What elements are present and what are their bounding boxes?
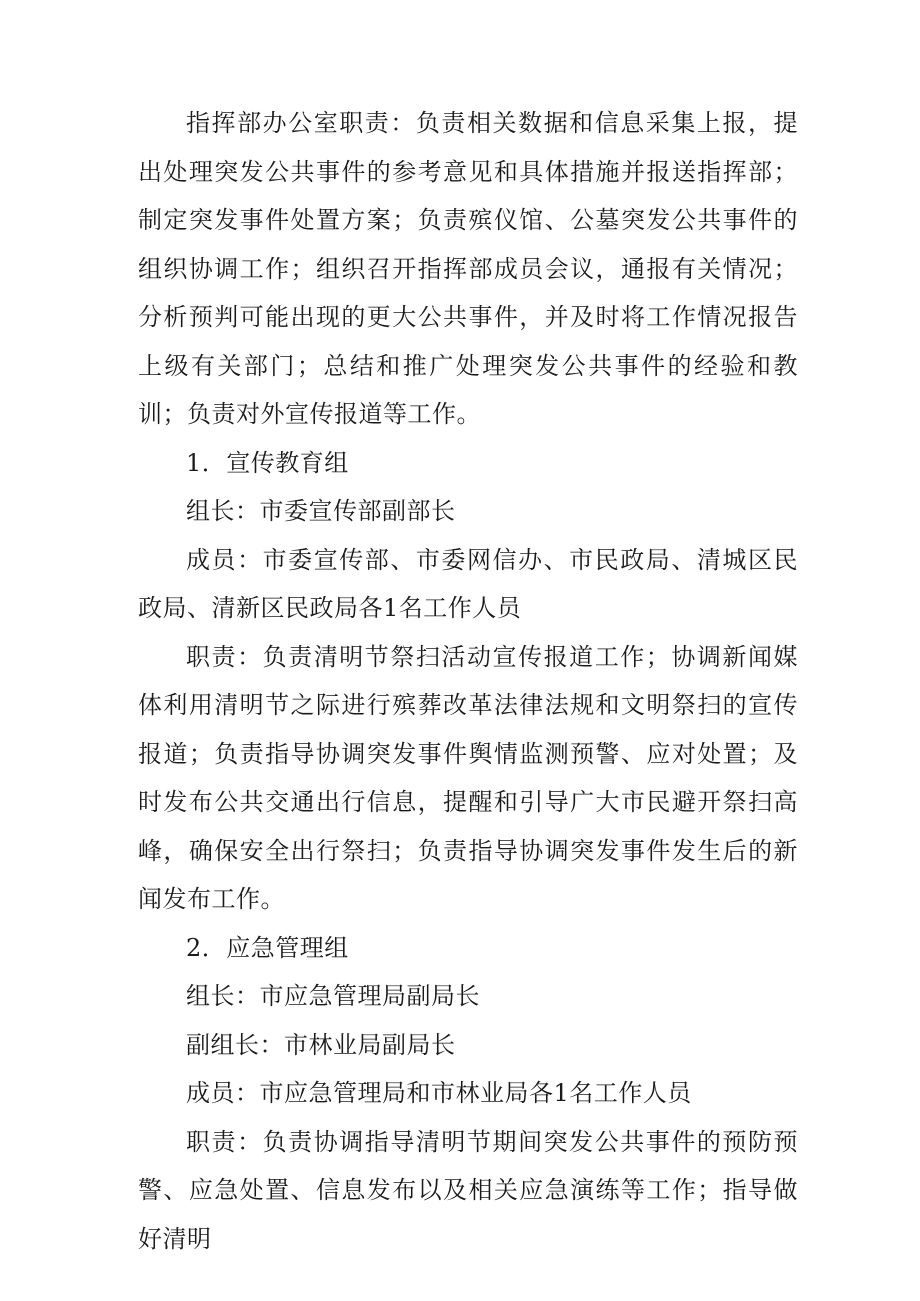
paragraph-emergency-leader: 组长：市应急管理局副局长 [186,982,480,1010]
paragraph-publicity-members: 成员：市委宣传部、市委网信办、市民政局、清城区民政局、清新区民政局各1名工作人员 [138,545,798,622]
paragraph-publicity-leader: 组长：市委宣传部副部长 [186,497,456,525]
paragraph-emergency-deputy-leader: 副组长：市林业局副局长 [186,1030,456,1059]
document-body [138,99,798,1263]
paragraph-publicity-duties: 职责：负责清明节祭扫活动宣传报道工作；协调新闻媒体利用清明节之际进行殡葬改革法律法规和文明祭扫的宣传报道；负责指导协调突发事件舆情监测预警、应对处置；及时发布公共交通出行信息，提醒和引导广大市民避开祭扫高峰，确保安全出行祭扫；负责指导协调突发事件发生后的新闻发布工作。 [138,642,798,913]
heading-publicity-group: 1．宣传教育组 [186,448,349,477]
heading-emergency-group: 2．应急管理组 [186,933,349,962]
paragraph-emergency-duties: 职责：负责协调指导清明节期间突发公共事件的预防预警、应急处置、信息发布以及相关应急演练等工作；指导做好清明 [138,1127,798,1253]
paragraph-emergency-members: 成员：市应急管理局和市林业局各1名工作人员 [186,1079,692,1107]
paragraph-office-duties: 指挥部办公室职责：负责相关数据和信息采集上报，提出处理突发公共事件的参考意见和具体措施并报送指挥部；制定突发事件处置方案；负责殡仪馆、公墓突发公共事件的组织协调工作；组织召开指挥部成员会议，通报有关情况；分析预判可能出现的更大公共事件，并及时将工作情况报告上级有关部门；总结和推广处理突发公共事件的经验和教训；负责对外宣传报道等工作。 [138,109,798,428]
